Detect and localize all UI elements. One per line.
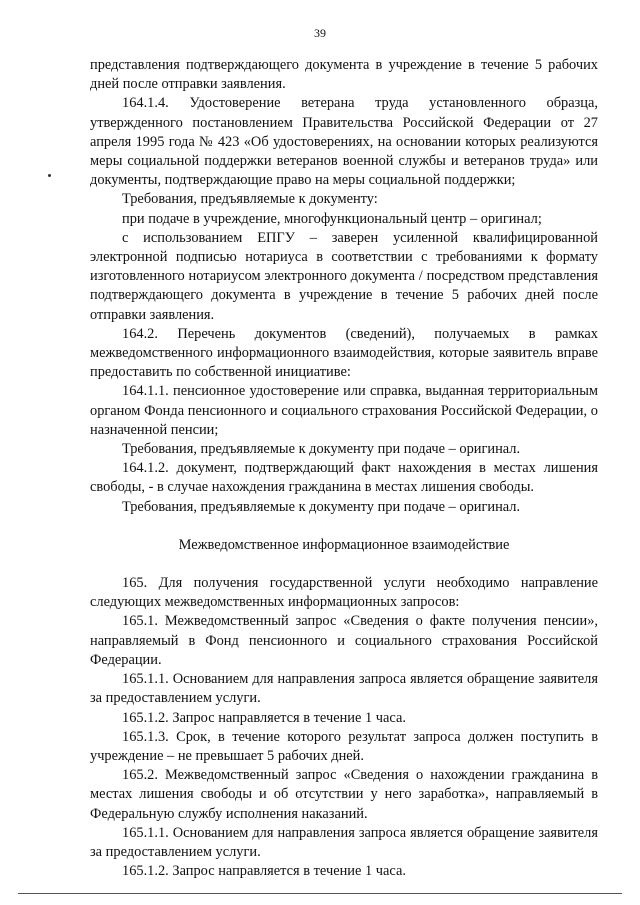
- paragraph: 165. Для получения государственной услуги необходимо направление следующих межведомственных информационных запросов:: [90, 575, 598, 611]
- paragraph: 164.2. Перечень документов (сведений), получаемых в рамках межведомственного информационного взаимодействия, которые заявитель вправе предоставить по собственной инициативе:: [90, 325, 598, 381]
- paragraph: 165.2. Межведомственный запрос «Сведения о нахождении гражданина в местах лишения свободы и об отсутствии у него заработка», направляемый в Федеральную службу исполнения наказаний.: [90, 767, 598, 822]
- paragraph: 164.1.4. Удостоверение ветерана труда установленного образца, утвержденного постановлением Правительства Российской Федерации от 27 апреля 1995 года № 423 «Об удостоверениях, на основании которых реализуются меры социальной поддержки ветеранов военной службы и ветеранов труда» или документы, подтверждающие право на меры социальной поддержки;: [90, 95, 598, 189]
- paragraph: 164.1.1. пенсионное удостоверение или справка, выданная территориальным органом Фонда пенсионного и социального страхования Российской Федерации, о назначенной пенсии;: [90, 383, 598, 438]
- paragraph: 165.1.2. Запрос направляется в течение 1 часа.: [122, 709, 406, 726]
- document-body: [90, 56, 598, 881]
- margin-mark: [48, 174, 51, 177]
- paragraph: 165.1.3. Срок, в течение которого результат запроса должен поступить в учреждение – не превышает 5 рабочих дней.: [90, 728, 598, 764]
- paragraph: 165.1.1. Основанием для направления запроса является обращение заявителя за предоставлением услуги.: [90, 671, 598, 707]
- paragraph: 164.1.2. документ, подтверждающий факт нахождения в местах лишения свободы, - в случае нахождения гражданина в местах лишения свободы.: [90, 460, 598, 496]
- paragraph: при подаче в учреждение, многофункциональный центр – оригинал;: [122, 210, 542, 227]
- paragraph: 165.1.1. Основанием для направления запроса является обращение заявителя за предоставлением услуги.: [90, 824, 598, 860]
- paragraph: 165.1.2. Запрос направляется в течение 1 часа.: [122, 863, 406, 880]
- paragraph: с использованием ЕПГУ – заверен усиленной квалифицированной электронной подписью нотариуса в соответствии с требованиями к формату изготовленного нотариусом электронного документа / посредством представления подтверждающего документа в учреждение в течение 5 рабочих дней после отправки заявления.: [90, 229, 598, 323]
- paragraph: Требования, предъявляемые к документу при подаче – оригинал.: [122, 498, 521, 515]
- page-number: 39: [314, 26, 326, 40]
- paragraph: Требования, предъявляемые к документу при подаче – оригинал.: [122, 441, 521, 458]
- paragraph: представления подтверждающего документа в учреждение в течение 5 рабочих дней после отправки заявления.: [90, 57, 598, 93]
- paragraph: Требования, предъявляемые к документу:: [122, 191, 378, 208]
- bottom-rule: [18, 893, 622, 894]
- paragraph: 165.1. Межведомственный запрос «Сведения о факте получения пенсии», направляемый в Фонд пенсионного и социального страхования Российской Федерации.: [90, 613, 598, 668]
- section-heading: Межведомственное информационное взаимодействие: [178, 536, 510, 553]
